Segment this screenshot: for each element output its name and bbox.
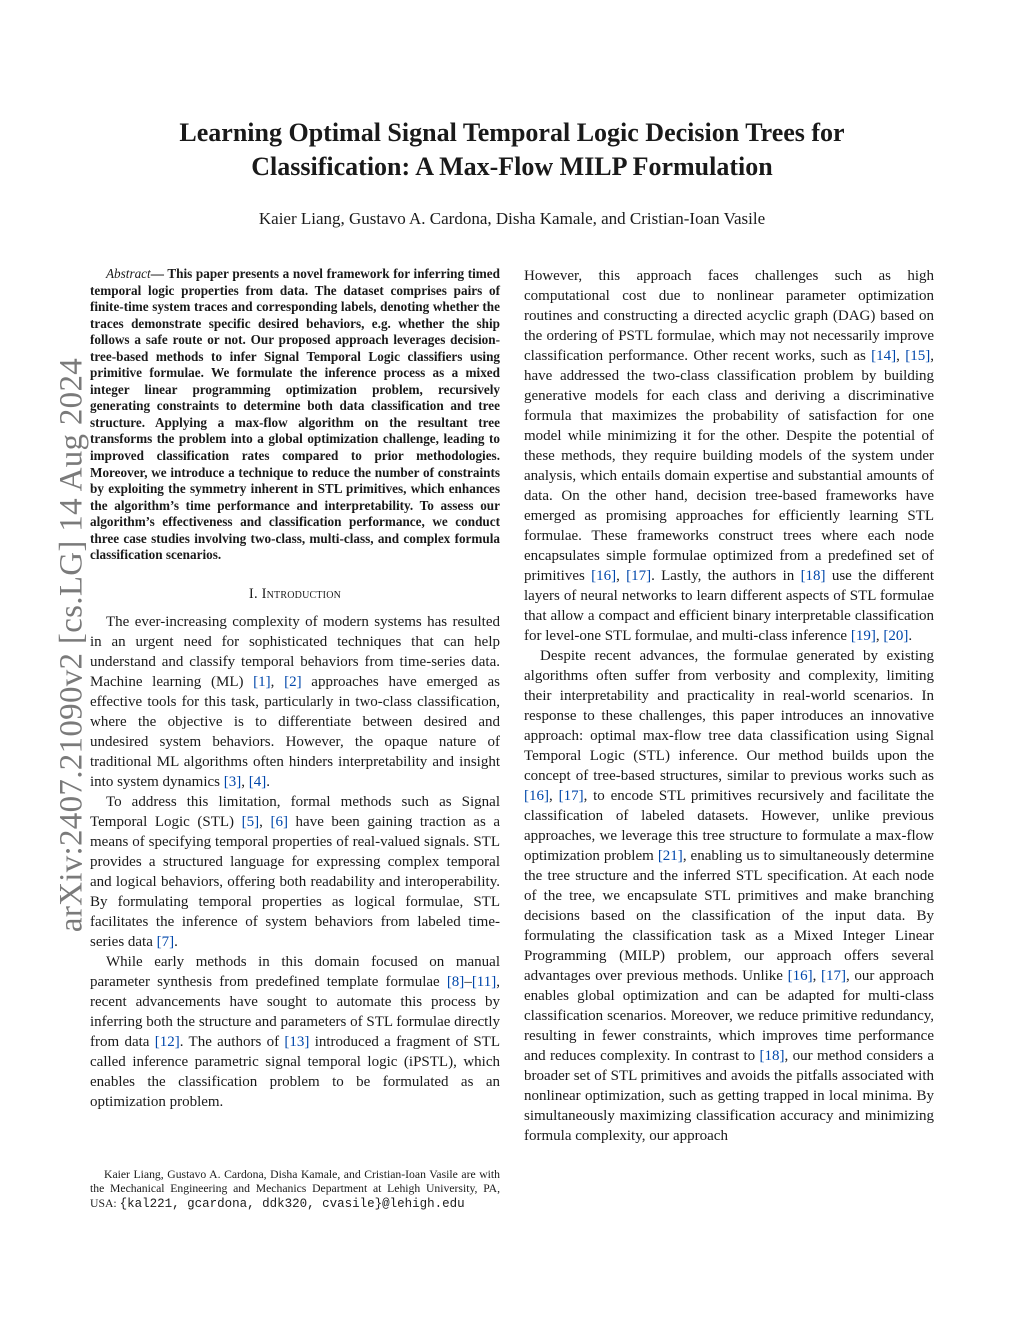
paragraph-text: –	[464, 973, 472, 990]
abstract	[90, 266, 500, 564]
citation-link[interactable]: [19]	[850, 628, 876, 644]
paragraph-text: , enabling us to simultaneously determine the tree structure and the inferred STL specification. At each node of the tree, we encapsulate STL primitives and make branching decisions based on the classification of the input data. By formulating the classification task as a Mixed Integer Linear Programming (MILP) problem, our approach offers several advantages over previous methods. Unlike	[524, 848, 934, 984]
citation-link[interactable]: [20]	[883, 628, 909, 644]
paragraph-text: To address this limitation, formal methods such as Signal Temporal Logic (STL)	[90, 793, 500, 830]
citation-link[interactable]: [12]	[154, 1033, 180, 1050]
paragraph-text: have been gaining traction as a means of specifying temporal properties of real-valued signals. STL provides a structured language for expressing complex temporal and logical behaviors, offering both readability and interoperability. By formulating temporal properties as logical formulae, STL facilitates the inference of system behaviors from labeled time-series data	[90, 813, 501, 950]
paper-title	[120, 116, 904, 184]
paragraph-text: However, this approach faces challenges such as high computational cost due to nonlinear parameter optimization routines and constructing a directed acyclic graph (DAG) based on the ordering of PSTL formulae, which may not necessarily improve classification performance. Other recent works, such as	[524, 268, 934, 364]
footnote-text: Kaier Liang, Gustavo A. Cardona, Disha Kamale, and Cristian-Ioan Vasile are with the Mechanical Engineering and Mechanics Department at Lehigh University, PA, USA:	[90, 1168, 500, 1210]
arxiv-side-identifier	[52, 350, 92, 940]
citation-link[interactable]: [4]	[248, 773, 267, 790]
paragraph	[524, 646, 934, 1146]
paragraph-text: .	[266, 773, 270, 790]
paragraph-text: introduced a fragment of STL called inference parametric signal temporal logic (iPSTL), which enables the classification problem to be formulated as an optimization problem.	[90, 1033, 501, 1110]
paragraph	[90, 792, 500, 952]
paragraph-text: ,	[270, 673, 285, 690]
title-line-2: Classification: A Max-Flow MILP Formulation	[251, 152, 773, 181]
paragraph-text: use the different layers of neural networks to learn different aspects of STL formulae that allow a compact and efficient binary interpretable classification for level-one STL formulae, and multi-class inference	[524, 568, 935, 644]
paragraph-text: ,	[259, 813, 271, 830]
citation-link[interactable]: [17]	[558, 788, 584, 804]
citation-link[interactable]: [11]	[471, 973, 497, 990]
paragraph-text: .	[174, 933, 178, 950]
citation-link[interactable]: [1]	[253, 673, 271, 690]
citation-link[interactable]: [17]	[626, 568, 652, 584]
paragraph-text: ,	[241, 773, 249, 790]
paragraph	[90, 612, 500, 792]
section-title: Introduction	[261, 585, 342, 602]
paragraph-text: While early methods in this domain focused on manual parameter synthesis from predefined template formulae	[90, 953, 500, 990]
paragraph-text: approaches have emerged as effective tools for this task, particularly in two-class classification, where the objective is to differentiate between desired and undesired system behaviors. However, the opaque nature of traditional ML algorithms often hinders interpretability and insight into system dynamics	[90, 673, 500, 790]
section-number: I.	[248, 585, 258, 602]
title-line-1: Learning Optimal Signal Temporal Logic Decision Trees for	[179, 118, 845, 147]
author-emails: {kal221, gcardona, ddk320, cvasile}@lehigh.edu	[119, 1196, 465, 1211]
citation-link[interactable]: [14]	[871, 348, 897, 364]
paragraph-text: , our method considers a broader set of STL primitives and avoids the pitfalls associated with nonlinear optimization, such as getting trapped in local minima. By simultaneously maximizing classification accuracy and minimizing formula complexity, our approach	[524, 1048, 934, 1144]
intro-body-left	[90, 612, 500, 1112]
right-column	[524, 266, 934, 1146]
citation-link[interactable]: [3]	[223, 773, 242, 790]
citation-link[interactable]: [21]	[657, 848, 683, 864]
paragraph-text: ,	[616, 568, 627, 584]
abstract-text: — This paper presents a novel framework for inferring timed temporal logic properties from data. The dataset comprises pairs of finite-time system traces and corresponding labels, denoting whether the traces demonstrate specific desired behaviors, e.g. whether the ship follows a safe route or not. Our proposed approach leverages decision-tree-based methods to infer Signal Temporal Logic classifiers using primitive formulae. We formulate the inference process as a mixed integer linear programming optimization problem, recursively generating constraints to determine both data classification and tree structure. Applying a max-flow algorithm on the resultant tree transforms the problem into a global optimization challenge, leading to improved classification rates compared to prior methodologies. Moreover, we introduce a technique to reduce the number of constraints by exploiting the symmetry inherent in STL primitives, which enhances the algorithm’s time performance and interpretability. To assess our algorithm’s effectiveness and classification performance, we conduct three case studies involving two-class, multi-class, and complex formula classification scenarios.	[90, 266, 500, 563]
paragraph-text: , have addressed the two-class classification problem by building generative models for each class and deriving a discriminative formula that maximizes the probability of satisfaction for one model while minimizing it for the other. Despite the potential of these methods, they require building models of the system under analysis, which entails domain expertise and substantial amounts of data. On the other hand, decision tree-based frameworks have emerged as promising approaches for efficiently learning STL formulae. These frameworks construct trees where each node encapsulates simple formulae optimized from a predefined set of primitives	[524, 348, 934, 584]
paragraph-text: , our approach enables global optimization and can be adapted for multi-class classification scenarios. Moreover, we reduce primitive redundancy, resulting in fewer constraints, which improves time performance and reduces complexity. In contrast to	[524, 968, 935, 1064]
author-list: Kaier Liang, Gustavo A. Cardona, Disha Kamale, and Cristian-Ioan Vasile	[258, 209, 766, 228]
paragraph-text: , to encode STL primitives recursively and facilitate the classification of labeled datasets. However, unlike previous approaches, we leverage this tree structure to formulate a max-flow optimization problem	[524, 788, 935, 864]
citation-link[interactable]: [16]	[787, 968, 813, 984]
paragraph-text: ,	[896, 348, 906, 364]
citation-link[interactable]: [18]	[759, 1048, 785, 1064]
affiliation-footnote	[90, 1168, 500, 1211]
citation-link[interactable]: [16]	[591, 568, 617, 584]
citation-link[interactable]: [15]	[905, 348, 931, 364]
citation-link[interactable]: [17]	[821, 968, 846, 984]
paragraph-text: .	[908, 628, 913, 644]
abstract-label: Abstract	[106, 266, 151, 281]
arxiv-id-text: arXiv:2407.21090v2 [cs.LG] 14 Aug 2024	[53, 357, 90, 933]
paragraph-text: . Lastly, the authors in	[651, 568, 801, 584]
intro-body-right	[524, 266, 934, 1146]
citation-link[interactable]: [7]	[156, 933, 175, 950]
paragraph-text: , recent advancements have sought to automate this process by inferring both the structure and parameters of STL formulae directly from data	[90, 973, 500, 1050]
citation-link[interactable]: [16]	[524, 788, 549, 804]
section-heading	[90, 584, 500, 604]
citation-link[interactable]: [5]	[241, 813, 260, 830]
paragraph	[524, 266, 934, 646]
paragraph-text: ,	[875, 628, 884, 644]
citation-link[interactable]: [13]	[284, 1033, 310, 1050]
citation-link[interactable]: [6]	[270, 813, 288, 830]
paragraph-text: . The authors of	[179, 1033, 285, 1050]
left-column	[90, 266, 500, 1112]
citation-link[interactable]: [2]	[284, 673, 302, 690]
paragraph-text: Despite recent advances, the formulae generated by existing algorithms often suffer from verbosity and complexity, limiting their interpretability and practicality in real-world scenarios. In response to these challenges, this paper introduces an innovative approach: optimal max-flow tree data classification using Signal Temporal Logic (STL) inference. Our method builds upon the concept of tree-based structures, similar to previous works such as	[524, 648, 934, 784]
paragraph-text: ,	[549, 788, 559, 804]
paragraph	[90, 952, 500, 1112]
paragraph-text: The ever-increasing complexity of modern systems has resulted in an urgent need for sophisticated techniques that can help understand and classify temporal behaviors from time-series data. Machine learning (ML)	[90, 613, 500, 690]
citation-link[interactable]: [18]	[800, 568, 826, 584]
paragraph-text: ,	[812, 968, 821, 984]
citation-link[interactable]: [8]	[446, 973, 465, 990]
